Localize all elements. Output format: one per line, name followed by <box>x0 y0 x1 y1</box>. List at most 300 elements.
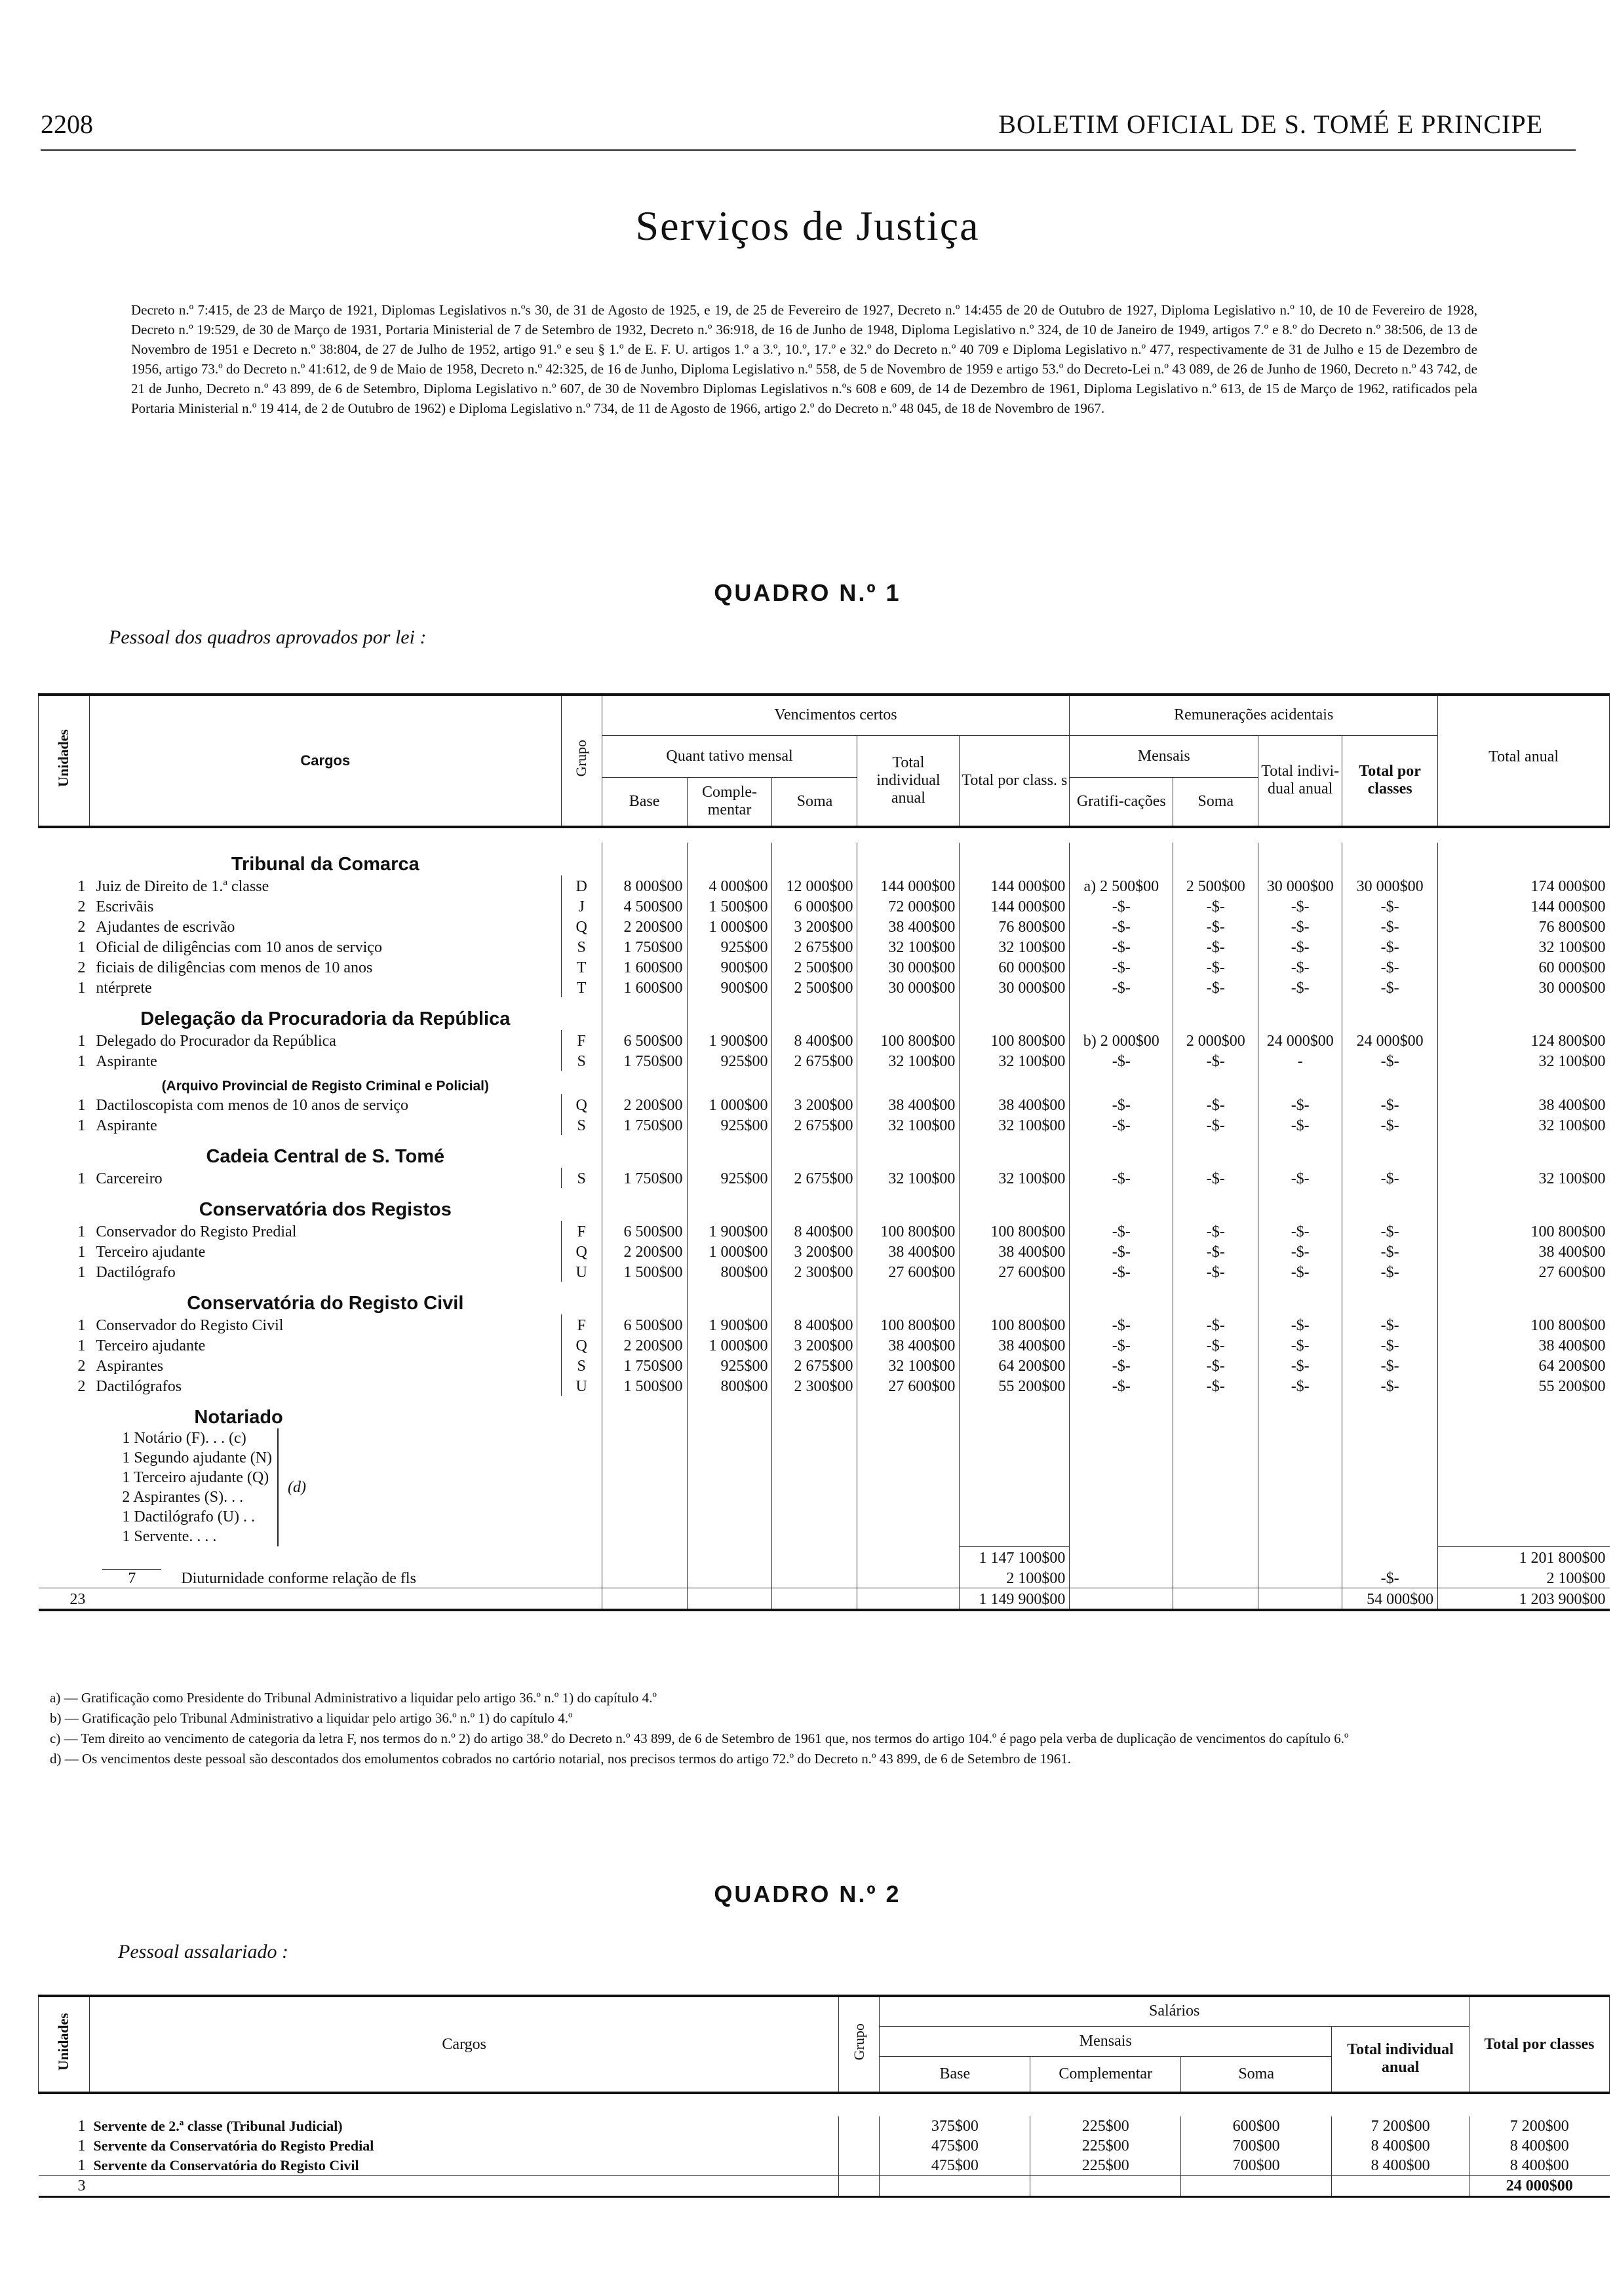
table-row <box>39 875 1610 896</box>
col-total-anual: Total anual <box>1438 695 1610 827</box>
cell-soma: 2 300$00 <box>772 1261 857 1282</box>
cell-base: 1 750$00 <box>602 936 687 957</box>
cell-total-individual: 144 000$00 <box>857 875 960 896</box>
cell-base: 2 200$00 <box>602 1241 687 1261</box>
col-cargos: Cargos <box>89 695 561 827</box>
cell-gratificacoes: -$- <box>1070 1355 1173 1375</box>
cell-total-anual: 27 600$00 <box>1438 1261 1610 1282</box>
section-header <box>39 1396 1610 1428</box>
cell-base: 1 500$00 <box>602 1375 687 1396</box>
q2-col-total-classes: Total por classes <box>1469 1996 1610 2093</box>
cell-soma: 3 200$00 <box>772 1335 857 1355</box>
q2-cell: 1 <box>77 2156 86 2174</box>
cell-total-classes: 60 000$00 <box>960 957 1070 977</box>
col-base: Base <box>602 777 687 827</box>
section-header <box>39 1071 1610 1094</box>
cell-soma-acid: 2 000$00 <box>1173 1030 1258 1050</box>
cell-grupo: U <box>561 1261 602 1282</box>
cell-gratificacoes: -$- <box>1070 936 1173 957</box>
table-row <box>39 916 1610 936</box>
cell-total-classes-acid: 30 000$00 <box>1342 875 1438 896</box>
cell-cargo: Terceiro ajudante <box>89 1241 561 1261</box>
cell-units: 1 <box>77 1264 86 1281</box>
cell-base: 8 000$00 <box>602 875 687 896</box>
q2-cell: 7 200$00 <box>1332 2116 1469 2136</box>
cell-units: 2 <box>77 959 86 976</box>
cell-total-classes: 144 000$00 <box>960 875 1070 896</box>
cell-soma: 2 675$00 <box>772 1050 857 1071</box>
col-total-classes2: Total por classes <box>1342 735 1438 827</box>
cell-soma-acid: -$- <box>1173 1335 1258 1355</box>
section-header <box>39 1282 1610 1314</box>
col-unidades: Unidades <box>39 695 90 827</box>
cell-soma-acid: -$- <box>1173 977 1258 997</box>
section-title: Cadeia Central de S. Tomé <box>206 1146 445 1167</box>
q2-cell: 1 <box>77 2117 86 2135</box>
cell-grupo: S <box>561 1355 602 1375</box>
cell-units: 2 <box>77 898 86 915</box>
table-row <box>39 1314 1610 1335</box>
cell-units: 1 <box>77 1170 86 1187</box>
table-row <box>39 2156 1610 2176</box>
diuturnidade-count: 7 <box>102 1569 161 1588</box>
note-a: a) — Gratificação como Presidente do Tribunal Administrativo a liquidar pelo artigo 36.º n.º 1) do capítulo 4.º <box>50 1690 657 1706</box>
cell-total-classes: 100 800$00 <box>960 1030 1070 1050</box>
q2-col-unidades: Unidades <box>39 1996 90 2093</box>
cell-total-classes: 32 100$00 <box>960 936 1070 957</box>
q2-cell: 475$00 <box>880 2156 1030 2176</box>
cell-total-classes: 100 800$00 <box>960 1314 1070 1335</box>
cell-total-individual: 100 800$00 <box>857 1030 960 1050</box>
header-rule <box>41 149 1576 151</box>
notariado-line: 1 Terceiro ajudante (Q) <box>122 1469 269 1486</box>
cell-total-classes: 76 800$00 <box>960 916 1070 936</box>
q2-cell: 600$00 <box>1181 2116 1332 2136</box>
col-mensais: Mensais <box>1070 735 1258 777</box>
table-row <box>39 1355 1610 1375</box>
section-title: Conservatória do Registo Civil <box>187 1293 464 1314</box>
table-row <box>39 1168 1610 1188</box>
cell-cargo: Carcereiro <box>89 1168 561 1188</box>
legal-references: Decreto n.º 7:415, de 23 de Março de 1921, Diplomas Legislativos n.ºs 30, de 31 de Agosto de 1925, e 19, de 25 de Fevereiro de 1927, Decreto n.º 14:455 de 20 de Outubro de 1927, Diploma Legislativo n.º 10, de 10 de Fevereiro de 1928, Decreto n.º 19:529, de 30 de Março de 1931, Portaria Ministerial de 7 de Setembro de 1932, Decreto n.º 36:918, de 16 de Junho de 1948, Diploma Legislativo n.º 324, de 10 de Janeiro de 1949, artigos 7.º e 8.º do Decreto n.º 38:506, de 13 de Novembro de 1951 e Decreto n.º 38:804, de 27 de Julho de 1952, artigo 91.º e seu § 1.º de E. F. U. artigos 1.º a 3.º, 10.º, 17.º e 32.º do Decreto n.º 40 709 e Diploma Legislativo n.º 477, respectivamente de 31 de Julho e 15 de Dezembro de 1956, artigo 73.º do Decreto n.º 41:612, de 9 de Maio de 1958, Decreto n.º 42:325, de 16 de Junho, Diploma Legislativo n.º 558, de 5 de Novembro de 1959 e artigo 53.º do Decreto-Lei n.º 43 089, de 26 de Junho de 1960, Decreto n.º 43 742, de 21 de Junho, Decreto n.º 43 899, de 6 de Setembro, Diploma Legislativo n.º 607, de 30 de Novembro Diplomas Legislativos n.ºs 608 e 609, de 14 de Dezembro de 1961, Diploma Legislativo n.º 613, de 15 de Março de 1962, ratificados pela Portaria Ministerial n.º 19 414, de 2 de Outubro de 1962) e Diploma Legislativo n.º 734, de 11 de Agosto de 1966, artigo 2.º do Decreto n.º 48 045, de 18 de Novembro de 1967. <box>131 302 1477 416</box>
cell-total-classes-acid: -$- <box>1342 957 1438 977</box>
cell-units: 1 <box>77 1223 86 1240</box>
cell-grupo: S <box>561 1050 602 1071</box>
cell-soma: 12 000$00 <box>772 875 857 896</box>
cell-complementar: 1 900$00 <box>687 1221 772 1241</box>
cell-total-anual: 32 100$00 <box>1438 1115 1610 1135</box>
cell-cargo: Escrivãis <box>89 896 561 916</box>
cell-total-individual: 100 800$00 <box>857 1314 960 1335</box>
cell-base: 6 500$00 <box>602 1314 687 1335</box>
cell-soma-acid: -$- <box>1173 1168 1258 1188</box>
cell-total-anual: 144 000$00 <box>1438 896 1610 916</box>
cell-total-anual: 32 100$00 <box>1438 1168 1610 1188</box>
cell-soma-acid: -$- <box>1173 1094 1258 1115</box>
cell-cargo: Aspirantes <box>89 1355 561 1375</box>
cell-gratificacoes: -$- <box>1070 957 1173 977</box>
cell-base: 6 500$00 <box>602 1030 687 1050</box>
cell-total-anual: 76 800$00 <box>1438 916 1610 936</box>
cell-total-indiv-acid: -$- <box>1258 1168 1342 1188</box>
col-soma: Soma <box>772 777 857 827</box>
q2-cell: 375$00 <box>880 2116 1030 2136</box>
cell-total-indiv-acid: -$- <box>1258 1261 1342 1282</box>
cell-total-anual: 32 100$00 <box>1438 936 1610 957</box>
q2-col-mensais: Mensais <box>880 2026 1332 2056</box>
cell-cargo: Aspirante <box>89 1115 561 1135</box>
cell-total-classes-acid: -$- <box>1342 916 1438 936</box>
cell-total-indiv-acid: -$- <box>1258 1115 1342 1135</box>
cell-total-indiv-acid: -$- <box>1258 916 1342 936</box>
notariado-list <box>89 1428 561 1546</box>
quadro-1-title: QUADRO N.º 1 <box>714 579 901 606</box>
cell-units: 1 <box>77 1097 86 1114</box>
cell-cargo: ficiais de diligências com menos de 10 anos <box>89 957 561 977</box>
note-d: d) — Os vencimentos deste pessoal são descontados dos emolumentos cobrados no cartório notarial, nos precisos termos do artigo 72.º do Decreto n.º 43 899, de 6 de Setembro de 1961. <box>50 1751 1071 1767</box>
cell-soma: 2 675$00 <box>772 1355 857 1375</box>
cell-total-anual: 100 800$00 <box>1438 1221 1610 1241</box>
cell-total-indiv-acid: -$- <box>1258 957 1342 977</box>
cell-total-anual: 124 800$00 <box>1438 1030 1610 1050</box>
cell-cargo: Dactilógrafos <box>89 1375 561 1396</box>
cell-cargo: Ajudantes de escrivão <box>89 916 561 936</box>
cell-soma-acid: -$- <box>1173 1050 1258 1071</box>
cell-total-individual: 38 400$00 <box>857 1094 960 1115</box>
cell-soma: 3 200$00 <box>772 1094 857 1115</box>
q2-total-units: 3 <box>77 2177 86 2194</box>
grand-anual: 1 203 900$00 <box>1438 1588 1610 1610</box>
cell-gratificacoes: -$- <box>1070 1241 1173 1261</box>
cell-total-indiv-acid: -$- <box>1258 1375 1342 1396</box>
q2-col-soma: Soma <box>1181 2056 1332 2093</box>
cell-total-indiv-acid: -$- <box>1258 1355 1342 1375</box>
q2-cell: 475$00 <box>880 2136 1030 2156</box>
q2-cell: Servente da Conservatória do Registo Predial <box>89 2136 838 2156</box>
cell-soma-acid: -$- <box>1173 936 1258 957</box>
cell-total-classes: 144 000$00 <box>960 896 1070 916</box>
table-row <box>39 1335 1610 1355</box>
table-row <box>39 936 1610 957</box>
cell-soma: 2 675$00 <box>772 936 857 957</box>
cell-soma-acid: -$- <box>1173 957 1258 977</box>
q2-cell: 8 400$00 <box>1469 2156 1610 2176</box>
cell-soma: 2 300$00 <box>772 1375 857 1396</box>
cell-base: 1 500$00 <box>602 1261 687 1282</box>
table-row <box>39 2116 1610 2136</box>
cell-total-classes: 38 400$00 <box>960 1094 1070 1115</box>
cell-total-individual: 32 100$00 <box>857 1115 960 1135</box>
cell-total-classes: 55 200$00 <box>960 1375 1070 1396</box>
cell-base: 1 750$00 <box>602 1355 687 1375</box>
cell-complementar: 1 000$00 <box>687 1241 772 1261</box>
cell-gratificacoes: -$- <box>1070 1221 1173 1241</box>
cell-soma-acid: -$- <box>1173 896 1258 916</box>
notariado-line: 1 Segundo ajudante (N) <box>122 1449 273 1466</box>
cell-total-anual: 38 400$00 <box>1438 1241 1610 1261</box>
table-row <box>39 896 1610 916</box>
cell-total-individual: 32 100$00 <box>857 1168 960 1188</box>
cell-complementar: 800$00 <box>687 1375 772 1396</box>
cell-gratificacoes: -$- <box>1070 1115 1173 1135</box>
quadro-2-title: QUADRO N.º 2 <box>714 1881 901 1907</box>
cell-complementar: 925$00 <box>687 1050 772 1071</box>
col-remuneracoes: Remunerações acidentais <box>1070 695 1438 735</box>
cell-complementar: 925$00 <box>687 936 772 957</box>
cell-total-anual: 38 400$00 <box>1438 1094 1610 1115</box>
cell-total-classes-acid: -$- <box>1342 977 1438 997</box>
cell-base: 6 500$00 <box>602 1221 687 1241</box>
cell-total-indiv-acid: 24 000$00 <box>1258 1030 1342 1050</box>
notariado-line: 1 Servente. . . . <box>122 1528 217 1545</box>
cell-grupo: S <box>561 1115 602 1135</box>
col-gratificacoes: Gratifi-cações <box>1070 777 1173 827</box>
q2-col-cargos: Cargos <box>89 1996 838 2093</box>
page-number: 2208 <box>41 109 93 139</box>
q2-cell: 7 200$00 <box>1469 2116 1610 2136</box>
cell-gratificacoes: -$- <box>1070 896 1173 916</box>
cell-total-indiv-acid: - <box>1258 1050 1342 1071</box>
subtotal-classes: 1 147 100$00 <box>960 1546 1070 1567</box>
cell-soma-acid: -$- <box>1173 1375 1258 1396</box>
cell-complementar: 1 000$00 <box>687 1094 772 1115</box>
table-row <box>39 1094 1610 1115</box>
cell-gratificacoes: b) 2 000$00 <box>1070 1030 1173 1050</box>
cell-total-individual: 32 100$00 <box>857 1355 960 1375</box>
col-total-indiv2: Total indivi-dual anual <box>1258 735 1342 827</box>
cell-total-individual: 27 600$00 <box>857 1261 960 1282</box>
table-row <box>39 977 1610 997</box>
cell-total-classes: 30 000$00 <box>960 977 1070 997</box>
section-header <box>39 997 1610 1030</box>
cell-soma-acid: -$- <box>1173 1261 1258 1282</box>
col-soma2: Soma <box>1173 777 1258 827</box>
quadro-2-subtitle: Pessoal assalariado : <box>118 1941 289 1962</box>
cell-units: 1 <box>77 939 86 956</box>
cell-total-individual: 100 800$00 <box>857 1221 960 1241</box>
col-total-individual: Total individual anual <box>857 735 960 827</box>
table-row <box>39 957 1610 977</box>
cell-units: 1 <box>77 1053 86 1070</box>
notariado-line: 2 Aspirantes (S). . . <box>122 1489 244 1506</box>
cell-total-anual: 100 800$00 <box>1438 1314 1610 1335</box>
cell-base: 2 200$00 <box>602 1335 687 1355</box>
cell-total-classes-acid: -$- <box>1342 1050 1438 1071</box>
q2-cell: 1 <box>77 2137 86 2154</box>
cell-grupo: T <box>561 977 602 997</box>
cell-complementar: 925$00 <box>687 1115 772 1135</box>
section-title: Tribunal da Comarca <box>231 854 419 875</box>
cell-units: 2 <box>77 1378 86 1395</box>
cell-units: 1 <box>77 1033 86 1050</box>
q2-cell: 700$00 <box>1181 2136 1332 2156</box>
q2-cell: Servente da Conservatória do Registo Civil <box>89 2156 838 2176</box>
q2-total: 24 000$00 <box>1469 2176 1610 2197</box>
cell-gratificacoes: -$- <box>1070 1261 1173 1282</box>
cell-soma: 8 400$00 <box>772 1221 857 1241</box>
cell-cargo: Aspirante <box>89 1050 561 1071</box>
cell-total-classes-acid: -$- <box>1342 1261 1438 1282</box>
cell-units: 1 <box>77 980 86 997</box>
col-quantitativo: Quant tativo mensal <box>602 735 857 777</box>
cell-total-individual: 38 400$00 <box>857 1241 960 1261</box>
cell-total-anual: 32 100$00 <box>1438 1050 1610 1071</box>
cell-total-classes-acid: -$- <box>1342 1168 1438 1188</box>
cell-total-classes: 27 600$00 <box>960 1261 1070 1282</box>
col-grupo: Grupo <box>561 695 602 827</box>
cell-cargo: Conservador do Registo Predial <box>89 1221 561 1241</box>
cell-soma-acid: -$- <box>1173 1314 1258 1335</box>
q2-col-complementar: Complementar <box>1030 2056 1181 2093</box>
table-row <box>39 1241 1610 1261</box>
q2-cell: 225$00 <box>1030 2156 1181 2176</box>
q2-col-salarios: Salários <box>880 1996 1469 2026</box>
cell-cargo: Conservador do Registo Civil <box>89 1314 561 1335</box>
cell-total-individual: 27 600$00 <box>857 1375 960 1396</box>
cell-grupo: S <box>561 936 602 957</box>
cell-total-classes: 100 800$00 <box>960 1221 1070 1241</box>
col-complementar: Comple-mentar <box>687 777 772 827</box>
cell-total-indiv-acid: -$- <box>1258 1335 1342 1355</box>
cell-soma-acid: -$- <box>1173 1221 1258 1241</box>
cell-total-classes-acid: -$- <box>1342 896 1438 916</box>
cell-grupo: J <box>561 896 602 916</box>
cell-cargo: ntérprete <box>89 977 561 997</box>
cell-total-anual: 60 000$00 <box>1438 957 1610 977</box>
q2-cell: 700$00 <box>1181 2156 1332 2176</box>
cell-grupo: D <box>561 875 602 896</box>
cell-cargo: Delegado do Procurador da República <box>89 1030 561 1050</box>
cell-gratificacoes: -$- <box>1070 1168 1173 1188</box>
cell-total-classes-acid: -$- <box>1342 1314 1438 1335</box>
cell-soma: 2 675$00 <box>772 1168 857 1188</box>
cell-gratificacoes: -$- <box>1070 1375 1173 1396</box>
cell-units: 2 <box>77 919 86 936</box>
cell-soma: 2 675$00 <box>772 1115 857 1135</box>
cell-total-indiv-acid: -$- <box>1258 1094 1342 1115</box>
cell-grupo: F <box>561 1030 602 1050</box>
cell-total-anual: 30 000$00 <box>1438 977 1610 997</box>
cell-total-indiv-acid: -$- <box>1258 1314 1342 1335</box>
table-row <box>39 2136 1610 2156</box>
col-total-classes: Total por class. s <box>960 735 1070 827</box>
cell-total-indiv-acid: 30 000$00 <box>1258 875 1342 896</box>
cell-soma: 2 500$00 <box>772 977 857 997</box>
cell-grupo: Q <box>561 1094 602 1115</box>
cell-total-anual: 38 400$00 <box>1438 1335 1610 1355</box>
cell-total-individual: 38 400$00 <box>857 916 960 936</box>
cell-total-anual: 64 200$00 <box>1438 1355 1610 1375</box>
cell-units: 1 <box>77 1117 86 1134</box>
cell-units: 2 <box>77 1358 86 1375</box>
table-row <box>39 1261 1610 1282</box>
cell-gratificacoes: -$- <box>1070 977 1173 997</box>
cell-units: 1 <box>77 878 86 895</box>
q2-cell: 8 400$00 <box>1332 2136 1469 2156</box>
cell-total-indiv-acid: -$- <box>1258 896 1342 916</box>
cell-total-classes-acid: -$- <box>1342 936 1438 957</box>
section-title: Notariado <box>194 1407 283 1428</box>
cell-units: 1 <box>77 1317 86 1334</box>
cell-soma: 6 000$00 <box>772 896 857 916</box>
cell-complementar: 1 900$00 <box>687 1314 772 1335</box>
page-title: Serviços de Justiça <box>635 202 980 249</box>
cell-total-individual: 30 000$00 <box>857 977 960 997</box>
brace-note: (d) <box>288 1478 307 1496</box>
cell-total-indiv-acid: -$- <box>1258 977 1342 997</box>
section-title: Conservatória dos Registos <box>199 1199 452 1220</box>
cell-soma: 8 400$00 <box>772 1030 857 1050</box>
cell-base: 4 500$00 <box>602 896 687 916</box>
cell-complementar: 925$00 <box>687 1355 772 1375</box>
diuturnidade-acid: -$- <box>1342 1567 1438 1588</box>
cell-grupo: Q <box>561 1335 602 1355</box>
cell-base: 1 750$00 <box>602 1050 687 1071</box>
subtotal-row <box>39 1546 1610 1567</box>
diuturnidade-anual: 2 100$00 <box>1438 1567 1610 1588</box>
cell-complementar: 800$00 <box>687 1261 772 1282</box>
q2-total-row <box>39 2176 1610 2197</box>
q2-col-grupo: Grupo <box>839 1996 880 2093</box>
notariado-line: 1 Notário (F). . . (c) <box>122 1430 246 1447</box>
cell-soma: 8 400$00 <box>772 1314 857 1335</box>
cell-soma: 2 500$00 <box>772 957 857 977</box>
cell-complementar: 900$00 <box>687 957 772 977</box>
cell-complementar: 4 000$00 <box>687 875 772 896</box>
cell-total-individual: 72 000$00 <box>857 896 960 916</box>
cell-base: 2 200$00 <box>602 1094 687 1115</box>
cell-total-anual: 55 200$00 <box>1438 1375 1610 1396</box>
cell-soma-acid: -$- <box>1173 1241 1258 1261</box>
table-row <box>39 1030 1610 1050</box>
cell-total-indiv-acid: -$- <box>1258 1241 1342 1261</box>
cell-total-classes: 32 100$00 <box>960 1168 1070 1188</box>
q2-col-base: Base <box>880 2056 1030 2093</box>
cell-gratificacoes: -$- <box>1070 1050 1173 1071</box>
cell-gratificacoes: -$- <box>1070 1314 1173 1335</box>
diuturnidade-label: Diuturnidade conforme relação de fls <box>181 1569 416 1587</box>
q2-cell: 8 400$00 <box>1469 2136 1610 2156</box>
diuturnidade-row <box>39 1567 1610 1588</box>
notariado-block <box>39 1428 1610 1546</box>
cell-total-indiv-acid: -$- <box>1258 936 1342 957</box>
cell-units: 1 <box>77 1337 86 1354</box>
cell-total-classes-acid: -$- <box>1342 1115 1438 1135</box>
col-vencimentos: Vencimentos certos <box>602 695 1070 735</box>
grand-total-row <box>39 1588 1610 1610</box>
q2-cell: Servente de 2.ª classe (Tribunal Judicial) <box>89 2116 838 2136</box>
cell-soma: 3 200$00 <box>772 916 857 936</box>
cell-cargo: Dactilógrafo <box>89 1261 561 1282</box>
cell-base: 1 750$00 <box>602 1115 687 1135</box>
cell-base: 1 600$00 <box>602 977 687 997</box>
cell-grupo: F <box>561 1221 602 1241</box>
section-header <box>39 1135 1610 1168</box>
cell-cargo: Juiz de Direito de 1.ª classe <box>89 875 561 896</box>
quadro-1-subtitle: Pessoal dos quadros aprovados por lei : <box>109 626 427 648</box>
cell-total-classes-acid: -$- <box>1342 1375 1438 1396</box>
cell-gratificacoes: -$- <box>1070 1335 1173 1355</box>
cell-total-classes-acid: -$- <box>1342 1355 1438 1375</box>
cell-soma-acid: -$- <box>1173 1115 1258 1135</box>
cell-grupo: U <box>561 1375 602 1396</box>
cell-units: 1 <box>77 1244 86 1261</box>
cell-grupo: T <box>561 957 602 977</box>
cell-total-classes: 64 200$00 <box>960 1355 1070 1375</box>
q2-col-total-individual: Total individual anual <box>1332 2026 1469 2093</box>
grand-units: 23 <box>69 1590 86 1608</box>
cell-cargo: Terceiro ajudante <box>89 1335 561 1355</box>
